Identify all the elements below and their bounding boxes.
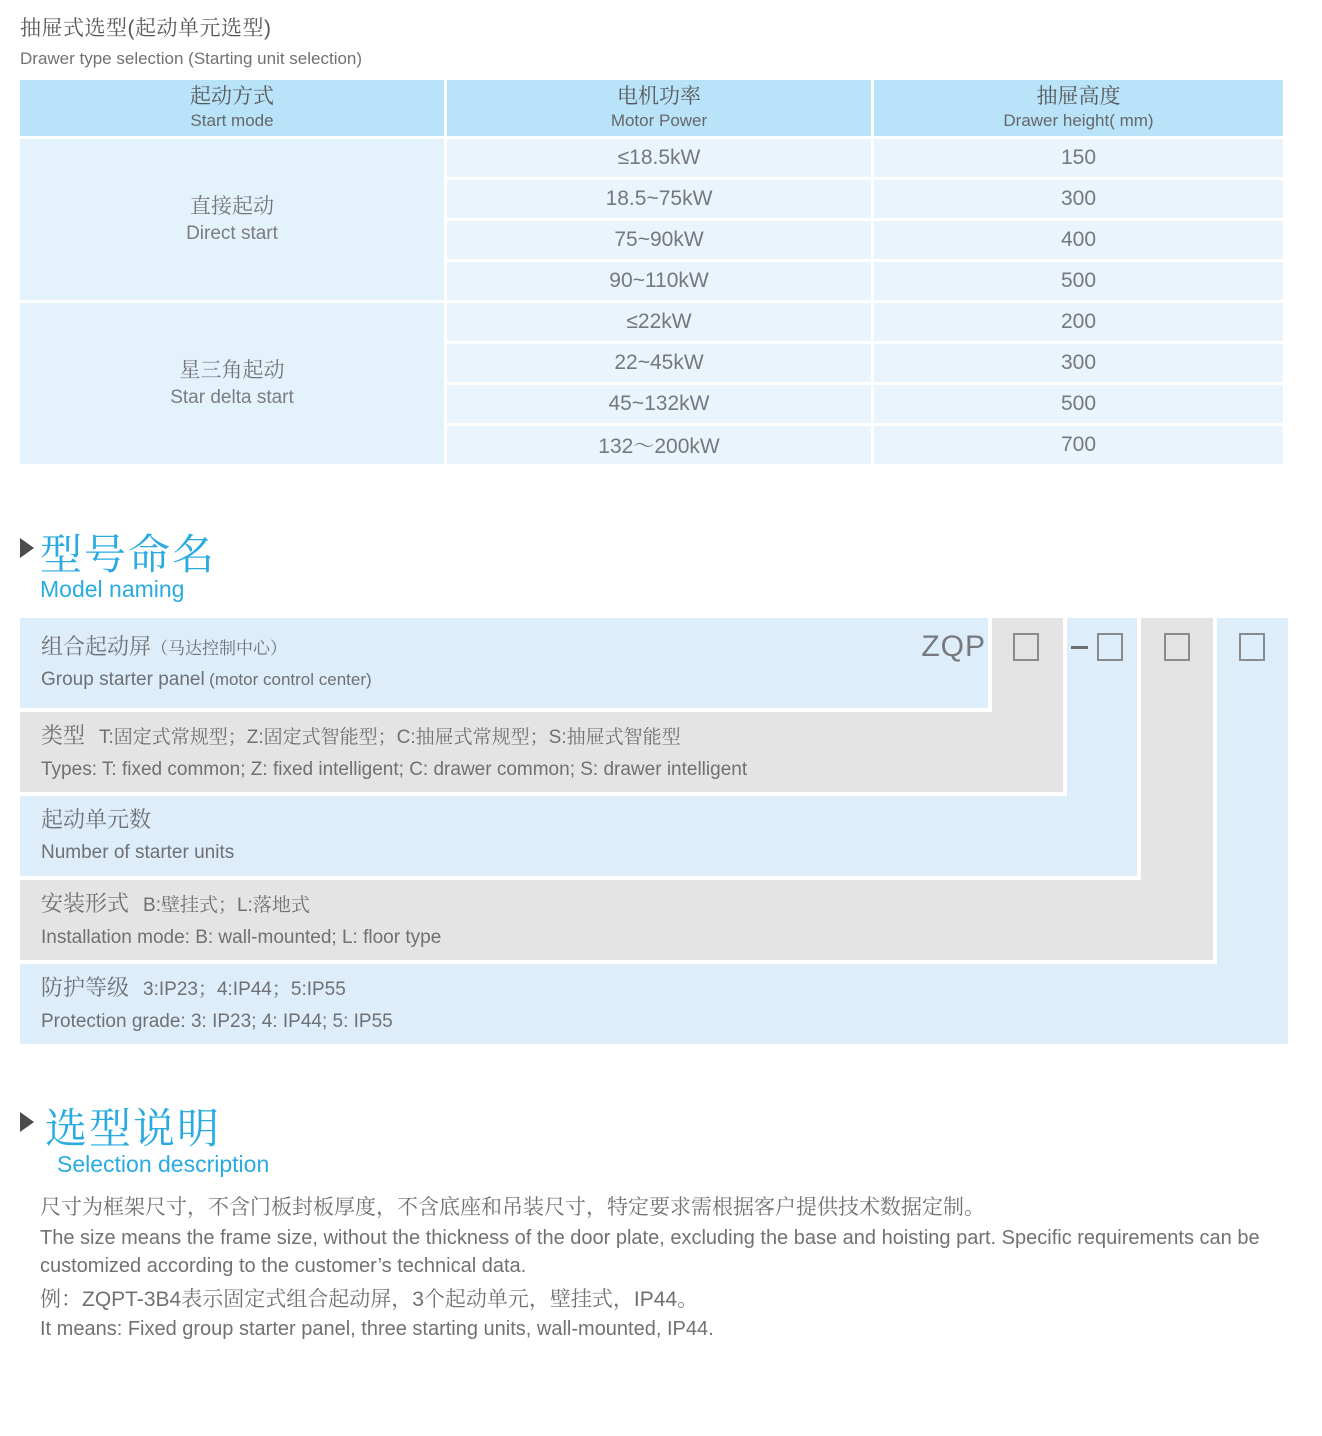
naming-row1-zh-main: 组合起动屏 xyxy=(41,633,152,659)
naming-row2-zh-label: 类型 xyxy=(41,722,86,748)
height-cell: 700 xyxy=(874,426,1283,464)
naming-row2-en xyxy=(41,759,1063,782)
page-title-zh: 抽屉式选型(起动单元选型) xyxy=(20,17,272,40)
naming-row1-en xyxy=(41,669,988,692)
header-start-mode-zh: 起动方式 xyxy=(190,85,274,109)
header-drawer-height xyxy=(874,80,1283,136)
naming-row4-en xyxy=(41,927,1213,950)
mode-cell-direct-start xyxy=(20,139,444,300)
model-code-box-protection xyxy=(1239,633,1265,661)
selection-description-heading-en: Selection description xyxy=(57,1151,270,1177)
naming-row1-zh-sub: （马达控制中心） xyxy=(151,638,288,658)
power-cell: 22~45kW xyxy=(447,344,871,382)
naming-row-types xyxy=(20,712,1063,792)
height-cell: 300 xyxy=(874,180,1283,218)
naming-row2-zh xyxy=(41,723,1063,750)
naming-row4-zh-label: 安装形式 xyxy=(41,890,130,916)
section-arrow-icon xyxy=(20,538,34,558)
naming-row2-zh-detail: T:固定式常规型；Z:固定式智能型；C:抽屉式常规型；S:抽屉式智能型 xyxy=(99,726,681,748)
mode-star-delta-en: Star delta start xyxy=(170,386,294,408)
header-drawer-height-zh: 抽屉高度 xyxy=(1036,85,1121,109)
header-drawer-height-en: Drawer height( mm) xyxy=(1003,111,1154,131)
naming-row2-en-text: Types: T: fixed common; Z: fixed intelligent; C: drawer common; S: drawer intelligent xyxy=(41,758,748,780)
height-cell: 500 xyxy=(874,262,1283,300)
mode-cell-star-delta xyxy=(20,303,444,464)
description-p1-en: The size means the frame size, without the thickness of the door plate, excluding the base and hoisting part. Specific requirements can be customized according to the customer’s technical data. xyxy=(40,1226,1260,1277)
naming-row5-zh xyxy=(41,975,1288,1002)
header-start-mode xyxy=(20,80,444,136)
naming-row3-zh-label: 起动单元数 xyxy=(41,806,152,832)
naming-row5-zh-label: 防护等级 xyxy=(41,974,130,1000)
header-motor-power xyxy=(447,80,871,136)
description-p1-zh: 尺寸为框架尺寸，不含门板封板厚度，不含底座和吊装尺寸，特定要求需根据客户提供技术数据定制。 xyxy=(40,1196,985,1219)
header-start-mode-en: Start mode xyxy=(190,111,274,131)
model-code-box-units xyxy=(1097,633,1123,661)
model-code-box-type xyxy=(1013,633,1039,661)
height-cell: 150 xyxy=(874,139,1283,177)
power-cell: 18.5~75kW xyxy=(447,180,871,218)
drawer-selection-table xyxy=(20,80,1283,464)
description-p2-en: It means: Fixed group starter panel, three starting units, wall-mounted, IP44. xyxy=(40,1318,714,1340)
naming-row-group-starter-panel xyxy=(20,618,988,708)
height-cell: 500 xyxy=(874,385,1283,423)
height-cell: 400 xyxy=(874,221,1283,259)
selection-description-body xyxy=(40,1192,1290,1343)
mode-star-delta-zh: 星三角起动 xyxy=(179,358,285,382)
height-cell: 300 xyxy=(874,344,1283,382)
naming-row3-en-text: Number of starter units xyxy=(41,842,235,864)
power-cell: ≤18.5kW xyxy=(447,139,871,177)
description-p2-zh: 例：ZQPT-3B4表示固定式组合起动屏，3个起动单元，壁挂式，IP44。 xyxy=(40,1287,699,1311)
model-code-prefix: ZQP xyxy=(921,630,986,663)
mode-direct-zh: 直接起动 xyxy=(190,194,274,218)
mode-direct-en: Direct start xyxy=(186,222,278,244)
model-naming-heading-en: Model naming xyxy=(40,576,185,602)
naming-row4-zh-detail: B:壁挂式；L:落地式 xyxy=(143,894,310,916)
naming-row1-en-main: Group starter panel xyxy=(41,669,205,691)
power-cell: 75~90kW xyxy=(447,221,871,259)
naming-row-starter-units xyxy=(20,796,1137,876)
model-naming-heading-zh: 型号命名 xyxy=(40,531,217,578)
page-title xyxy=(20,12,362,69)
section-arrow-icon xyxy=(20,1112,34,1132)
naming-row1-zh xyxy=(41,634,988,660)
naming-row-installation xyxy=(20,880,1213,960)
naming-row5-en xyxy=(41,1011,1288,1034)
naming-row4-zh xyxy=(41,891,1213,918)
power-cell: 132～200kW xyxy=(447,426,871,464)
naming-row5-zh-detail: 3:IP23；4:IP44；5:IP55 xyxy=(143,978,346,1000)
height-cell: 200 xyxy=(874,303,1283,341)
page-title-en: Drawer type selection (Starting unit selection) xyxy=(20,49,363,68)
naming-row-protection xyxy=(20,964,1288,1044)
naming-row5-en-text: Protection grade: 3: IP23; 4: IP44; 5: IP55 xyxy=(41,1010,393,1032)
model-code-dash xyxy=(1071,646,1088,649)
naming-row4-en-text: Installation mode: B: wall-mounted; L: floor type xyxy=(41,926,442,948)
power-cell: 45~132kW xyxy=(447,385,871,423)
header-motor-power-zh: 电机功率 xyxy=(617,85,701,109)
naming-row3-en xyxy=(41,842,1137,865)
naming-row3-zh xyxy=(41,807,1137,833)
selection-description-heading-zh: 选型说明 xyxy=(45,1105,222,1152)
naming-row1-en-sub: (motor control center) xyxy=(209,670,372,690)
model-code-box-installation xyxy=(1164,633,1190,661)
power-cell: ≤22kW xyxy=(447,303,871,341)
power-cell: 90~110kW xyxy=(447,262,871,300)
header-motor-power-en: Motor Power xyxy=(610,111,708,131)
